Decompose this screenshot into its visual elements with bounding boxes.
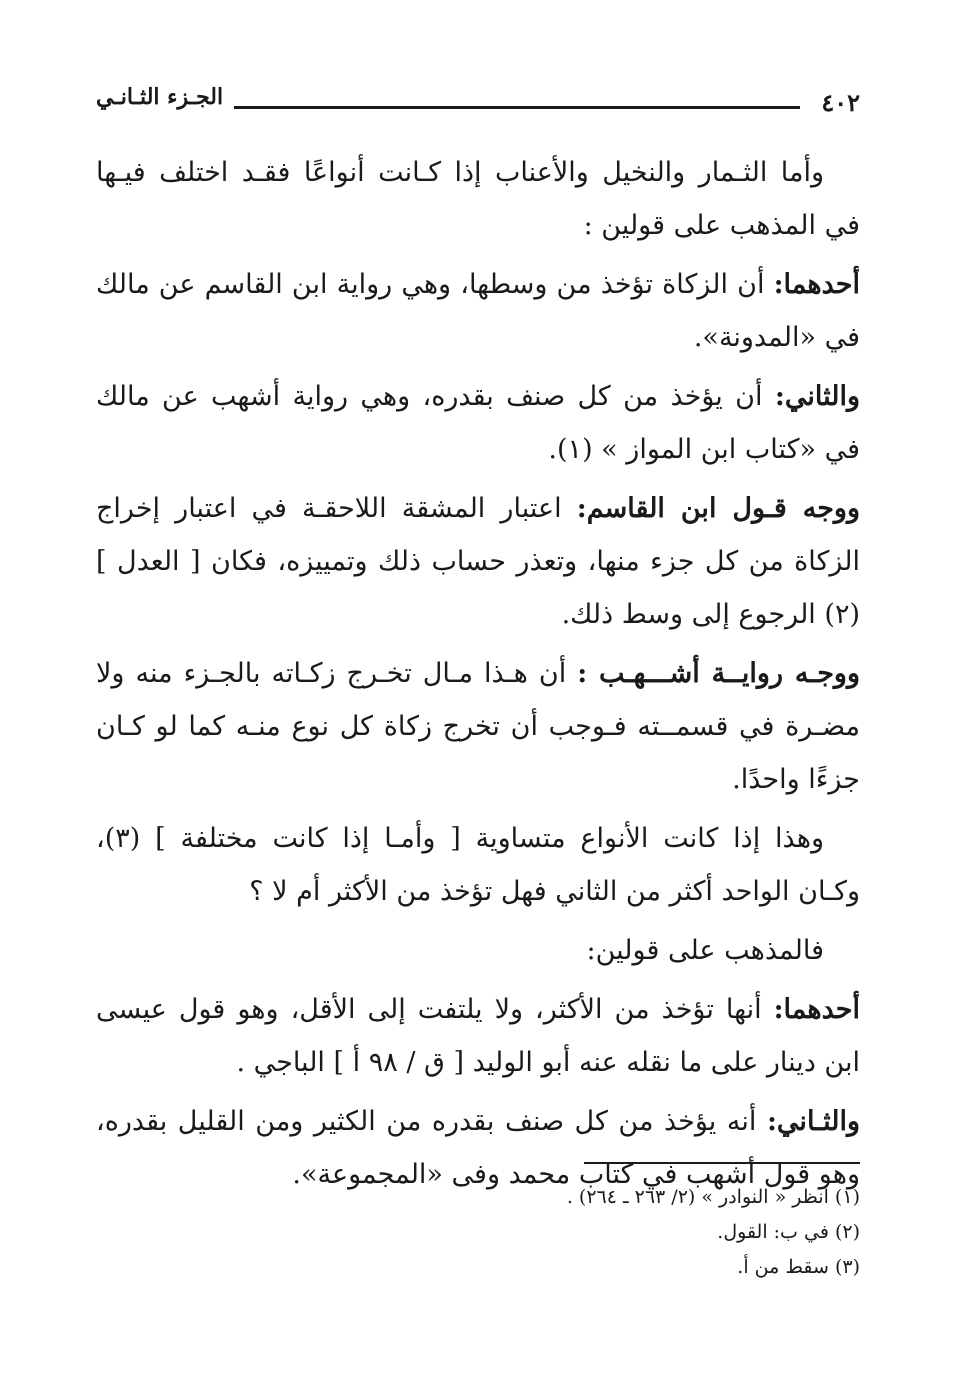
paragraph-text: أن يؤخذ من كل صنف بقدره، وهي رواية أشهب عن مالك في «كتاب ابن المواز » (١). [96, 381, 860, 465]
paragraph-text: اعتبار المشقة اللاحقـة في اعتبار إخراج الزكاة من كل جزء منها، وتعذر حساب ذلك وتمييزه، فكان [ العدل ] (٢) الرجوع إلى وسط ذلك. [96, 493, 860, 630]
paragraph-lead: أحدهما: [773, 269, 860, 300]
page-number: ٤٠٢ [821, 88, 860, 117]
paragraph [96, 983, 860, 1089]
paragraph [96, 482, 860, 641]
running-header [96, 84, 860, 124]
main-text [96, 146, 860, 1207]
paragraph-lead: ووجـه روايــة أشـــهـب : [577, 658, 860, 689]
paragraph [96, 812, 860, 918]
footnote-rule [584, 1162, 860, 1164]
footnote: (٢) في ب: القول. [717, 1221, 860, 1243]
paragraph-text: وأما الثـمار والنخيل والأعناب إذا كـانت أنواعًا فقـد اختلف فيـها في المذهب على قولين : [96, 157, 860, 241]
paragraph [96, 370, 860, 476]
paragraph-text: أنها تؤخذ من الأكثر، ولا يلتفت إلى الأقل، وهو قول عيسى ابن دينار على ما نقله عنه أبو الوليد [ ق / ٩٨ أ ] الباجي . [96, 994, 860, 1078]
paragraph-lead: أحدهما: [773, 994, 860, 1025]
paragraph-text: فالمذهب على قولين: [586, 935, 824, 966]
header-rule [234, 106, 800, 109]
running-title: الجـزء الثـانـي [96, 84, 224, 110]
paragraph [96, 647, 860, 806]
paragraph-lead: ووجه قـول ابن القاسم: [576, 493, 860, 524]
paragraph-text: أن هـذا مـال تخـرج زكـاته بالجـزء منه ولا مضـرة في قسمــته فـوجب أن تخرج زكاة كل نوع منـه كما لو كـان جزءًا واحدًا. [96, 658, 860, 795]
paragraph [96, 258, 860, 364]
footnotes [96, 1180, 860, 1285]
paragraph-lead: والثاني: [774, 381, 860, 412]
paragraph-text: وهذا إذا كانت الأنواع متساوية [ وأمـا إذا كانت مختلفة ] (٣)، وكـان الواحد أكثر من الثاني فهل تؤخذ من الأكثر أم لا ؟ [96, 823, 860, 907]
paragraph-text: أن الزكاة تؤخذ من وسطها، وهي رواية ابن القاسم عن مالك في «المدونة». [96, 269, 860, 353]
paragraph-text: أنه يؤخذ من كل صنف بقدره من الكثير ومن القليل بقدره، وهو قول أشهب في كتاب محمد وفى «المجموعة». [96, 1106, 860, 1190]
footnote: (١) انظر « النوادر » (٢/ ٢٦٣ ـ ٢٦٤) . [566, 1186, 860, 1208]
paragraph [96, 146, 860, 252]
footnote: (٣) سقط من أ. [737, 1256, 860, 1278]
paragraph-lead: والثـاني: [766, 1106, 860, 1137]
paragraph [96, 924, 860, 977]
